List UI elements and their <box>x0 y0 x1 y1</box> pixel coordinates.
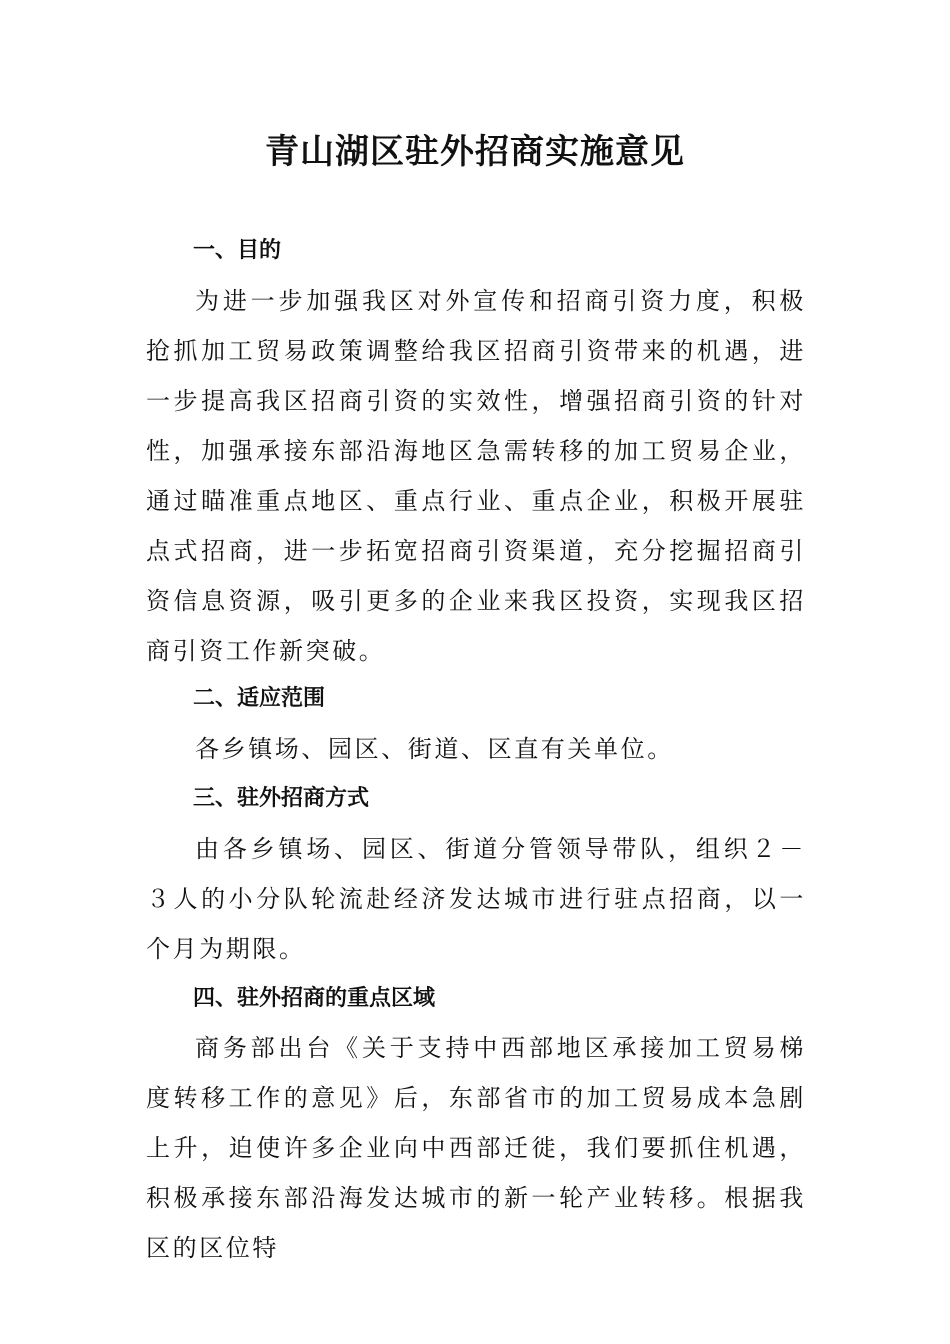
section-heading-method: 三、驻外招商方式 <box>193 786 370 811</box>
section-heading-scope: 二、适应范围 <box>193 686 326 711</box>
section-heading-purpose: 一、目的 <box>193 238 282 263</box>
section-heading-regions: 四、驻外招商的重点区域 <box>193 986 436 1011</box>
section-body-purpose: 为进一步加强我区对外宣传和招商引资力度，积极抢抓加工贸易政策调整给我区招商引资带来的机遇，进一步提高我区招商引资的实效性，增强招商引资的针对性，加强承接东部沿海地区急需转移的加工贸易企业，通过瞄准重点地区、重点行业、重点企业，积极开展驻点式招商，进一步拓宽招商引资渠道，充分挖掘招商引资信息资源，吸引更多的企业来我区投资，实现我区招商引资工作新突破。 <box>146 287 806 665</box>
section-body-method: 由各乡镇场、园区、街道分管领导带队，组织２－３人的小分队轮流赴经济发达城市进行驻点招商，以一个月为期限。 <box>146 835 806 963</box>
section-body-regions: 商务部出台《关于支持中西部地区承接加工贸易梯度转移工作的意见》后，东部省市的加工贸易成本急剧上升，迫使许多企业向中西部迁徙，我们要抓住机遇，积极承接东部沿海发达城市的新一轮产业转移。根据我区的区位特 <box>146 1034 806 1262</box>
section-body-scope: 各乡镇场、园区、街道、区直有关单位。 <box>195 735 674 763</box>
page-title: 青山湖区驻外招商实施意见 <box>265 132 685 172</box>
